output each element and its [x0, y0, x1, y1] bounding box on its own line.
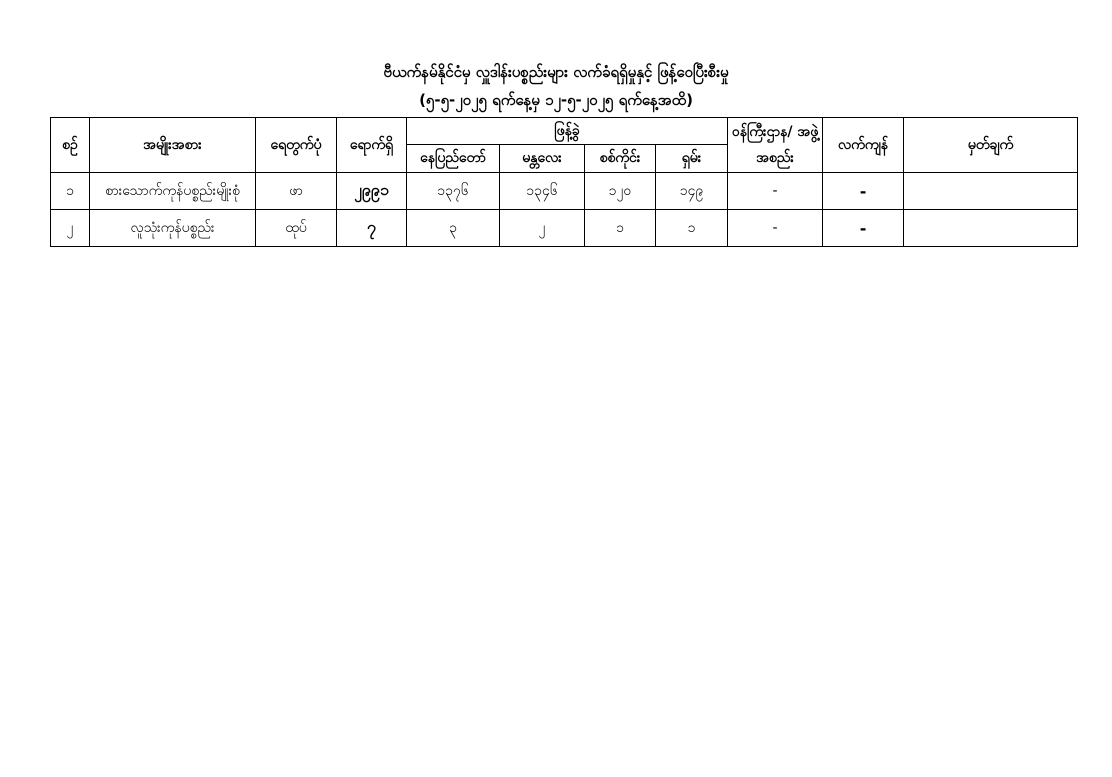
document-date-range: (၅-၅-၂၀၂၅ ရက်နေ့မှ ၁၂-၅-၂၀၂၅ ရက်နေ့အထိ) — [419, 91, 693, 109]
header-row-1 — [51, 118, 1078, 145]
header-distributed: ဖြန့်ခွဲ — [407, 118, 728, 145]
cell-item: စားသောက်ကုန်ပစ္စည်းမျိုးစုံ — [90, 173, 256, 210]
document-title: ဗီယက်နမ်နိုင်ငံမှ လှူဒါန်းပစ္စည်းများ လက်ခံရရှိမှုနှင့် ဖြန့်ဝေပြီးစီးမှု — [383, 63, 729, 81]
cell-shan: ၁ — [656, 210, 728, 247]
header-naypyitaw: နေပြည်တော် — [407, 145, 500, 173]
cell-naypyitaw: ၃ — [407, 210, 500, 247]
cell-remarks — [904, 210, 1078, 247]
table-row — [51, 173, 1078, 210]
distribution-table — [50, 117, 1078, 247]
header-balance: လက်ကျန် — [823, 118, 904, 173]
cell-unit: ထုပ် — [256, 210, 337, 247]
table-row — [51, 210, 1078, 247]
cell-serial: ၂ — [51, 210, 90, 247]
cell-remarks — [904, 173, 1078, 210]
header-unit: ရေတွက်ပုံ — [256, 118, 337, 173]
cell-serial: ၁ — [51, 173, 90, 210]
cell-naypyitaw: ၁၃၇၆ — [407, 173, 500, 210]
cell-unit: ဖာ — [256, 173, 337, 210]
header-mandalay: မန္တလေး — [500, 145, 585, 173]
cell-item: လူသုံးကုန်ပစ္စည်း — [90, 210, 256, 247]
cell-sagaing: ၁၂၀ — [585, 173, 656, 210]
cell-received: ၂၉၉၁ — [337, 173, 407, 210]
header-item: အမျိုးအစား — [90, 118, 256, 173]
cell-balance: - — [823, 210, 904, 247]
cell-mandalay: ၂ — [500, 210, 585, 247]
header-ministries: ဝန်ကြီးဌာန/ အဖွဲ့အစည်း — [728, 118, 823, 173]
header-sagaing: စစ်ကိုင်း — [585, 145, 656, 173]
cell-mandalay: ၁၃၄၆ — [500, 173, 585, 210]
cell-sagaing: ၁ — [585, 210, 656, 247]
cell-shan: ၁၄၉ — [656, 173, 728, 210]
header-received: ရောက်ရှိ — [337, 118, 407, 173]
cell-balance: - — [823, 173, 904, 210]
title-block — [0, 58, 1112, 114]
header-shan: ရှမ်း — [656, 145, 728, 173]
cell-ministries: - — [728, 173, 823, 210]
header-remarks: မှတ်ချက် — [904, 118, 1078, 173]
cell-ministries: - — [728, 210, 823, 247]
header-serial: စဉ် — [51, 118, 90, 173]
cell-received: ၇ — [337, 210, 407, 247]
